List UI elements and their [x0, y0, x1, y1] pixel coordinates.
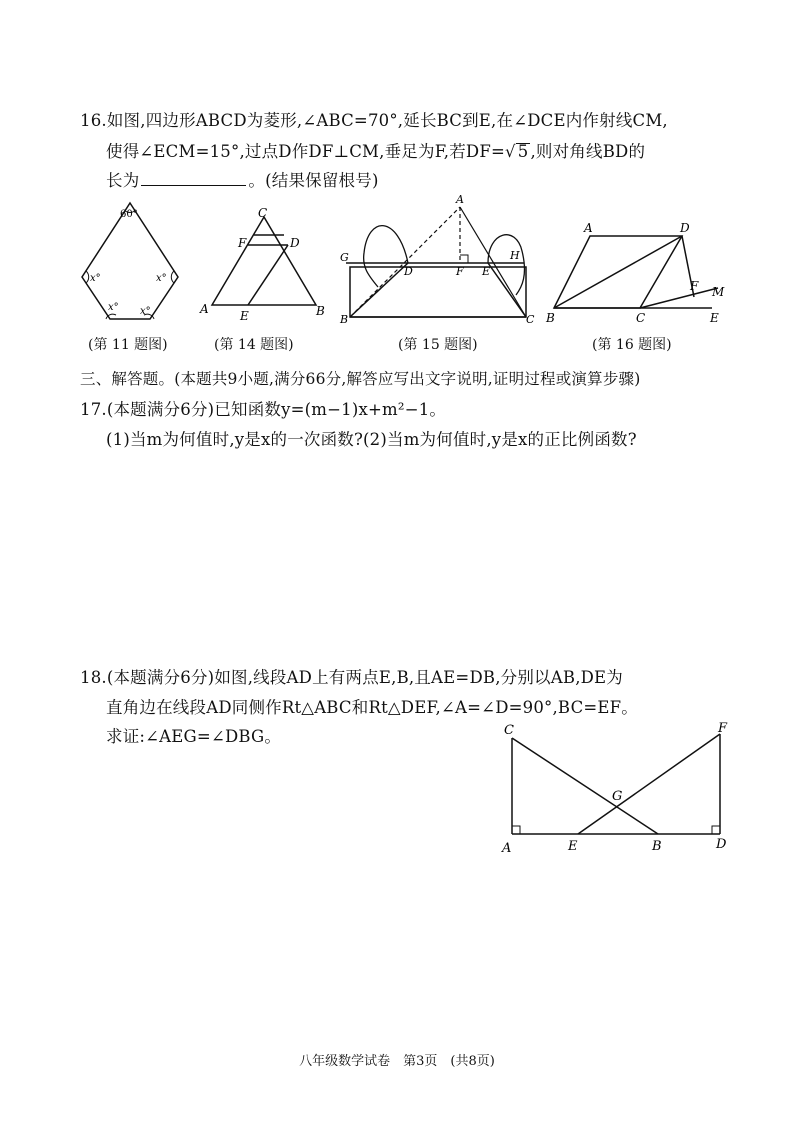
f11-x3: x° — [108, 302, 119, 313]
f16-A: A — [584, 221, 593, 235]
f11-x2: x° — [156, 273, 167, 284]
section-3-heading: 三、解答题。(本题共9小题,满分66分,解答应写出文字说明,证明过程或演算步骤) — [80, 370, 641, 388]
f15-E: E — [482, 265, 491, 278]
f15-A: A — [456, 195, 464, 206]
q18-line-2: 直角边在线段AD同侧作Rt△ABC和Rt△DEF,∠A=∠D=90°,BC=EF。 — [106, 698, 639, 717]
q16-text-2b: ,则对角线BD的 — [530, 142, 646, 161]
q16-line-2 — [106, 138, 645, 162]
q16-number: 16. — [80, 111, 107, 130]
f14-A: A — [200, 302, 209, 316]
q16-line-3 — [106, 167, 379, 191]
figure-16 — [542, 218, 732, 328]
q18-line-3: 求证:∠AEG=∠DBG。 — [106, 727, 282, 746]
page-footer: 八年级数学试卷 第3页 (共8页) — [299, 1054, 495, 1069]
f14-B: B — [316, 304, 325, 318]
f11-x4: x° — [140, 306, 151, 317]
f14-caption: (第 14 题图) — [214, 337, 294, 353]
sqrt-symbol: √ — [505, 142, 516, 161]
figure-11 — [78, 195, 188, 330]
f14-C: C — [258, 206, 268, 220]
f14-E: E — [240, 309, 249, 323]
f16-C: C — [636, 311, 646, 325]
f15-C: C — [526, 313, 535, 325]
f15-caption: (第 15 题图) — [398, 337, 478, 353]
f15-F: F — [456, 265, 464, 278]
f15-H: H — [510, 249, 520, 262]
f15-G: G — [340, 251, 349, 264]
figure-15 — [338, 195, 538, 325]
f16-F: F — [690, 279, 699, 293]
figure-14 — [196, 205, 331, 323]
q18-line-1: 18.(本题满分6分)如图,线段AD上有两点E,B,且AE=DB,分别以AB,DE为 — [80, 668, 624, 687]
q16-radicand: 5 — [517, 142, 529, 161]
f18-E: E — [568, 839, 578, 854]
q16-text-3b: 。(结果保留根号) — [248, 171, 379, 190]
f18-A: A — [502, 841, 512, 856]
f11-x1: x° — [90, 273, 101, 284]
f18-G: G — [612, 789, 623, 804]
f15-B: B — [340, 313, 349, 325]
f11-caption: (第 11 题图) — [88, 337, 168, 353]
q16-text-1: 如图,四边形ABCD为菱形,∠ABC=70°,延长BC到E,在∠DCE内作射线CM, — [106, 111, 668, 130]
f16-E: E — [710, 311, 719, 325]
q16-text-2a: 使得∠ECM=15°,过点D作DF⊥CM,垂足为F,若DF= — [106, 142, 506, 161]
f18-C: C — [504, 723, 514, 738]
figure-18 — [498, 718, 738, 858]
f14-D: D — [290, 236, 300, 250]
q17-line-1: 17.(本题满分6分)已知函数y=(m−1)x+m²−1。 — [80, 400, 447, 419]
f16-B: B — [546, 311, 555, 325]
q16-text-3a: 长为 — [106, 171, 140, 190]
f14-F: F — [238, 236, 247, 250]
f18-B: B — [652, 839, 662, 854]
q16-line-1 — [80, 107, 668, 131]
f16-caption: (第 16 题图) — [592, 337, 672, 353]
f18-F: F — [718, 721, 728, 736]
f15-D: D — [404, 265, 413, 278]
f18-D: D — [716, 837, 727, 852]
answer-blank[interactable] — [141, 170, 246, 186]
q17-line-2: (1)当m为何值时,y是x的一次函数?(2)当m为何值时,y是x的正比例函数? — [106, 430, 637, 449]
f11-top-angle: 60° — [120, 209, 138, 220]
f16-D: D — [680, 221, 690, 235]
f16-M: M — [712, 285, 725, 299]
